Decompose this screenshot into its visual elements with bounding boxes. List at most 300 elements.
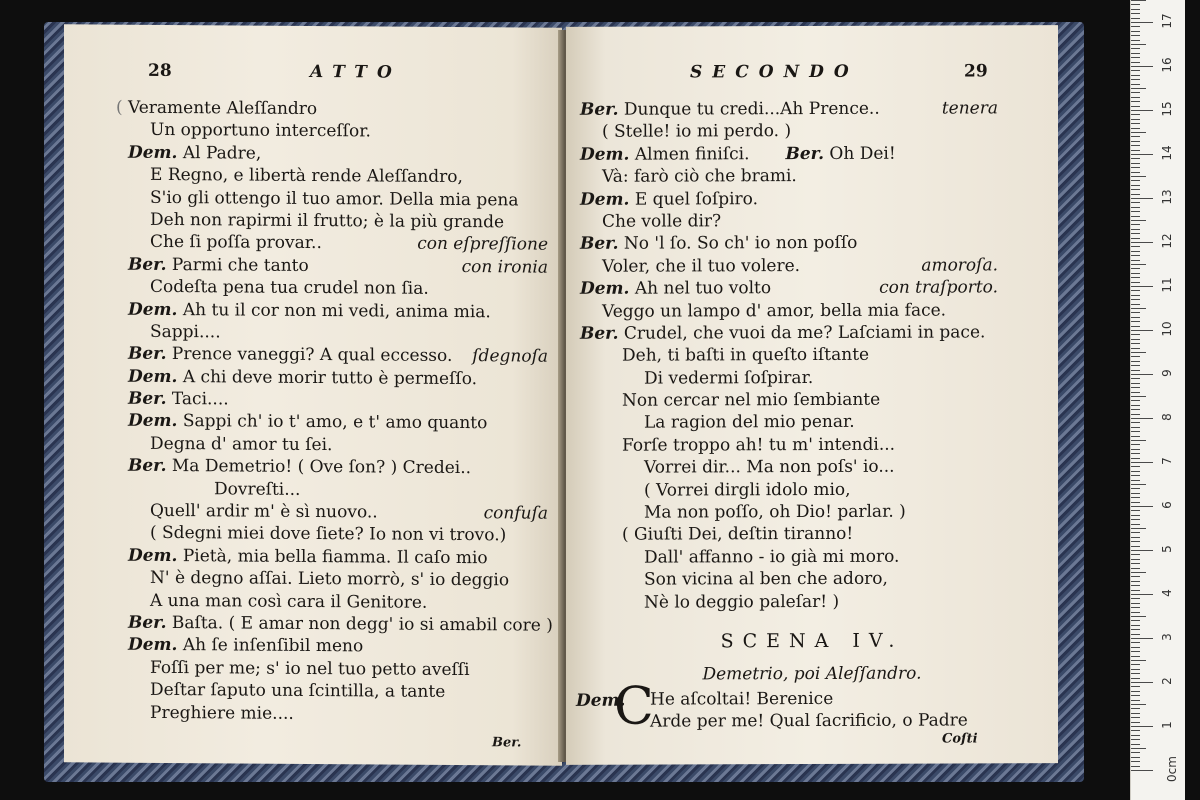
line-text: Sappi ch' io t' amo, e t' amo quanto xyxy=(177,411,488,434)
final-lines xyxy=(650,687,968,732)
line-text: Dovreſti... xyxy=(214,478,301,500)
ruler-tick xyxy=(1131,101,1140,102)
ruler-tick xyxy=(1131,506,1153,507)
ruler-tick xyxy=(1131,202,1140,203)
speaker-name: Ber. xyxy=(580,323,619,344)
ruler-tick xyxy=(1131,603,1140,604)
ruler-tick xyxy=(1131,110,1153,111)
ruler-tick xyxy=(1131,31,1140,32)
ruler-tick xyxy=(1131,70,1140,71)
ruler-tick xyxy=(1131,405,1140,406)
line-text: Taci.... xyxy=(166,389,229,410)
ruler-tick xyxy=(1131,717,1140,718)
ruler-tick xyxy=(1131,163,1140,164)
line-text: ( Sdegni miei dove ſiete? Io non vi trovo.) xyxy=(150,523,507,546)
ruler-tick xyxy=(1131,739,1140,740)
ruler-number: 5 xyxy=(1160,545,1174,553)
ruler-tick xyxy=(1131,123,1140,124)
ruler-tick xyxy=(1131,466,1140,467)
text-line xyxy=(566,209,1058,233)
line-text: Ma Demetrio! ( Ove ſon? ) Credei.. xyxy=(166,456,472,479)
text-line xyxy=(566,343,1058,367)
ruler-tick xyxy=(1131,612,1140,613)
speaker-name: Dem. xyxy=(128,545,178,566)
ruler-tick xyxy=(1131,361,1140,362)
scene-persons: Demetrio, poi Aleſſandro. xyxy=(702,663,922,685)
ruler-tick xyxy=(1131,242,1153,243)
ruler-tick xyxy=(1131,268,1140,269)
stage-direction: tenera xyxy=(941,98,998,119)
ruler-tick xyxy=(1131,519,1140,520)
ruler-tick xyxy=(1131,524,1140,525)
line-text: Ah ſe inſenſibil meno xyxy=(177,635,364,657)
speaker-name: Ber. xyxy=(128,344,167,365)
stage-direction: ſdegnoſa xyxy=(472,346,548,367)
ruler-tick xyxy=(1131,581,1140,582)
speaker-name: Ber. xyxy=(580,234,619,255)
right-page-text xyxy=(566,97,1058,614)
ruler-tick xyxy=(1131,598,1140,599)
text-line xyxy=(566,590,1058,614)
text-line xyxy=(566,299,1058,323)
speaker-name: Dem. xyxy=(580,278,630,299)
stage-direction: con ironia xyxy=(461,256,548,278)
line-text: Ah nel tuo volto xyxy=(629,278,772,299)
ruler-number: 6 xyxy=(1160,501,1174,509)
left-page-text xyxy=(64,96,562,726)
ruler-tick xyxy=(1131,695,1140,696)
line-text: Sappi.... xyxy=(150,321,221,343)
left-page-header xyxy=(64,60,562,93)
ruler-tick xyxy=(1131,431,1140,432)
line-text: Oh Dei! xyxy=(824,143,896,164)
line-text: S'io gli ottengo il tuo amor. Della mia pena xyxy=(150,187,519,210)
ruler-number: 13 xyxy=(1160,189,1174,205)
ruler-tick xyxy=(1131,471,1140,472)
ruler-tick xyxy=(1131,189,1140,190)
ruler-number: 10 xyxy=(1160,321,1174,337)
ruler-tick xyxy=(1131,722,1140,723)
text-line xyxy=(566,500,1058,524)
ruler-tick xyxy=(1131,53,1140,54)
line-lead: ( xyxy=(116,97,123,118)
line-text: Dunque tu credi...Ah Prence.. xyxy=(618,98,880,120)
ruler-tick xyxy=(1131,48,1140,49)
ruler-number: 8 xyxy=(1160,413,1174,421)
ruler-tick xyxy=(1131,449,1140,450)
ruler-tick xyxy=(1131,541,1140,542)
line-text: Baſta. ( E amar non degg' io si amabil core ) xyxy=(166,612,553,636)
text-line xyxy=(566,545,1058,569)
text-line xyxy=(566,254,1058,278)
ruler-tick xyxy=(1131,726,1153,727)
ruler-tick xyxy=(1131,620,1140,621)
left-catchword: Ber. xyxy=(492,735,522,751)
ruler-tick xyxy=(1131,378,1140,379)
ruler-tick xyxy=(1131,493,1140,494)
ruler-tick xyxy=(1131,392,1140,393)
right-catchword: Coſti xyxy=(942,731,978,747)
ruler-unit-label: 0cm xyxy=(1165,756,1179,782)
ruler-number: 17 xyxy=(1160,13,1174,29)
ruler-tick xyxy=(1131,330,1153,331)
ruler-tick xyxy=(1131,343,1140,344)
ruler-tick xyxy=(1131,35,1140,36)
ruler-tick xyxy=(1131,537,1140,538)
text-line xyxy=(566,523,1058,547)
ruler-tick xyxy=(1131,629,1140,630)
line-text: Degna d' amor tu ſei. xyxy=(150,433,333,455)
line-text: Voler, che il tuo volere. xyxy=(602,255,801,277)
speaker-name: Ber. xyxy=(128,254,167,275)
ruler-tick xyxy=(1131,396,1146,397)
text-line xyxy=(566,231,1058,255)
speaker-name: Dem. xyxy=(580,189,630,210)
line-text: Son vicina al ben che adoro, xyxy=(644,568,888,590)
line-text: E quel ſoſpiro. xyxy=(629,188,759,210)
ruler-tick xyxy=(1131,264,1146,265)
ruler-tick xyxy=(1131,141,1140,142)
speaker-name: Dem. xyxy=(580,144,630,165)
ruler-tick xyxy=(1131,365,1140,366)
ruler-tick xyxy=(1131,488,1140,489)
ruler-tick xyxy=(1131,590,1140,591)
ruler-tick xyxy=(1131,295,1140,296)
ruler-tick xyxy=(1131,766,1140,767)
line-text: Che ſi poſſa provar.. xyxy=(150,232,322,254)
ruler-tick xyxy=(1131,704,1146,705)
ruler-tick xyxy=(1131,563,1140,564)
line-text: La ragion del mio penar. xyxy=(644,412,855,434)
ruler-tick xyxy=(1131,172,1140,173)
ruler-tick xyxy=(1131,233,1140,234)
ruler-tick xyxy=(1131,735,1140,736)
ruler-tick xyxy=(1131,114,1140,115)
ruler-tick xyxy=(1131,273,1140,274)
line-text: Ma non poſſo, oh Dio! parlar. ) xyxy=(644,501,906,523)
ruler-tick xyxy=(1131,334,1140,335)
scene-heading xyxy=(566,629,1058,653)
ruler-tick xyxy=(1131,568,1140,569)
line-text: Nè lo deggio paleſar! ) xyxy=(644,591,840,613)
ruler-tick xyxy=(1131,484,1146,485)
ruler-tick xyxy=(1131,26,1140,27)
ruler-tick xyxy=(1131,88,1146,89)
ruler-tick xyxy=(1131,352,1146,353)
ruler-tick xyxy=(1131,409,1140,410)
ruler-tick xyxy=(1131,356,1140,357)
speaker-name: Dem. xyxy=(128,142,178,163)
line-text: Quell' ardir m' è sì nuovo.. xyxy=(150,500,378,523)
ruler-tick xyxy=(1131,66,1153,67)
line-text: Forſe troppo ah! tu m' intendi... xyxy=(622,434,896,456)
ruler-tick xyxy=(1131,669,1140,670)
line-text: Dall' affanno - io già mi moro. xyxy=(644,546,900,568)
text-line xyxy=(566,411,1058,435)
line-text: N' è degno aſſai. Lieto morrò, s' io deggio xyxy=(150,568,510,591)
stage-direction: confuſa xyxy=(483,503,548,524)
stage-direction: con traſporto. xyxy=(879,277,998,298)
ruler-tick xyxy=(1131,502,1140,503)
final-line: Arde per me! Qual ſacrificio, o Padre xyxy=(650,710,968,732)
ruler-tick xyxy=(1131,128,1140,129)
text-line xyxy=(566,276,1058,300)
text-line xyxy=(566,97,1058,121)
ruler-tick xyxy=(1131,686,1140,687)
right-running-head: SECONDO xyxy=(690,61,859,83)
ruler-tick xyxy=(1131,730,1140,731)
line-text: ( Vorrei dirgli idolo mio, xyxy=(644,479,851,501)
ruler-tick xyxy=(1131,246,1140,247)
measurement-ruler xyxy=(1130,0,1185,800)
ruler-tick xyxy=(1131,744,1140,745)
speaker-name: Dem. xyxy=(128,411,178,432)
ruler-tick xyxy=(1131,198,1153,199)
line-text: Deſtar ſaputo una ſcintilla, a tante xyxy=(150,680,446,703)
ruler-tick xyxy=(1131,440,1146,441)
ruler-tick xyxy=(1131,458,1140,459)
right-page xyxy=(566,25,1058,765)
ruler-tick xyxy=(1131,625,1140,626)
ruler-tick xyxy=(1131,299,1140,300)
speaker-name: Ber. xyxy=(785,143,824,164)
left-running-head: ATTO xyxy=(310,61,402,83)
line-text: Crudel, che vuoi da me? Laſciami in pace. xyxy=(618,322,986,344)
final-speaker: Dem. xyxy=(576,690,626,711)
ruler-tick xyxy=(1131,277,1140,278)
right-page-number: 29 xyxy=(964,61,988,82)
speaker-name: Ber. xyxy=(128,455,167,477)
line-text: Al Padre, xyxy=(177,142,262,164)
ruler-tick xyxy=(1131,708,1140,709)
ruler-tick xyxy=(1131,559,1140,560)
ruler-tick xyxy=(1131,211,1140,212)
text-line xyxy=(566,455,1058,479)
ruler-tick xyxy=(1131,616,1146,617)
ruler-tick xyxy=(1131,387,1140,388)
ruler-tick xyxy=(1131,554,1140,555)
ruler-tick xyxy=(1131,647,1140,648)
ruler-tick xyxy=(1131,92,1140,93)
ruler-tick xyxy=(1131,634,1140,635)
ruler-number: 4 xyxy=(1160,589,1174,597)
ruler-tick xyxy=(1131,400,1140,401)
ruler-tick xyxy=(1131,546,1140,547)
ruler-number: 12 xyxy=(1160,233,1174,249)
text-line xyxy=(566,321,1058,345)
ruler-tick xyxy=(1131,475,1140,476)
stage-direction: con eſpreſſione xyxy=(417,234,548,255)
line-text: Deh, ti baſti in queſto iſtante xyxy=(622,345,870,366)
ruler-tick xyxy=(1131,418,1153,419)
text-line xyxy=(566,478,1058,502)
line-text: Deh non rapirmi il frutto; è la più grande xyxy=(150,209,505,233)
ruler-tick xyxy=(1131,660,1146,661)
ruler-number: 15 xyxy=(1160,101,1174,117)
ruler-tick xyxy=(1131,158,1140,159)
text-line xyxy=(566,366,1058,390)
line-text: Parmi che tanto xyxy=(166,254,309,276)
ruler-tick xyxy=(1131,757,1140,758)
line-text: Non cercar nel mio ſembiante xyxy=(622,389,881,411)
ruler-tick xyxy=(1131,286,1153,287)
ruler-tick xyxy=(1131,260,1140,261)
ruler-tick xyxy=(1131,185,1140,186)
line-text: ( Giuſti Dei, deſtin tiranno! xyxy=(622,524,854,546)
ruler-tick xyxy=(1131,216,1140,217)
line-text: Veggo un lampo d' amor, bella mia face. xyxy=(602,300,947,322)
line-text: A una man così cara il Genitore. xyxy=(150,590,428,613)
line-text: Di vedermi ſoſpirar. xyxy=(644,367,814,389)
ruler-tick xyxy=(1131,528,1146,529)
ruler-tick xyxy=(1131,132,1146,133)
final-speech xyxy=(566,676,1058,749)
ruler-number: 9 xyxy=(1160,369,1174,377)
ruler-tick xyxy=(1131,326,1140,327)
ruler-tick xyxy=(1131,312,1140,313)
speaker-name: Dem. xyxy=(128,635,178,656)
speaker-name: Ber. xyxy=(580,99,619,120)
ruler-tick xyxy=(1131,752,1140,753)
ruler-tick xyxy=(1131,4,1140,5)
ruler-tick xyxy=(1131,682,1153,683)
ruler-tick xyxy=(1131,761,1140,762)
ruler-number: 11 xyxy=(1160,277,1174,293)
ruler-tick xyxy=(1131,348,1140,349)
line-text: Almen finiſci. xyxy=(629,143,750,165)
ruler-tick xyxy=(1131,304,1140,305)
speaker-name: Dem. xyxy=(128,299,178,320)
ruler-tick xyxy=(1131,673,1140,674)
right-page-header xyxy=(566,61,1058,93)
ruler-tick xyxy=(1131,136,1140,137)
ruler-number: 16 xyxy=(1160,57,1174,73)
ruler-tick xyxy=(1131,79,1140,80)
ruler-tick xyxy=(1131,119,1140,120)
line-text: Vorrei dir... Ma non poſs' io... xyxy=(644,456,895,478)
drop-cap: C xyxy=(614,676,654,737)
ruler-tick xyxy=(1131,414,1140,415)
text-line xyxy=(566,567,1058,591)
ruler-tick xyxy=(1131,224,1140,225)
line-text: Preghiere mie.... xyxy=(150,702,294,724)
ruler-tick xyxy=(1131,642,1140,643)
ruler-tick xyxy=(1131,374,1153,375)
ruler-tick xyxy=(1131,532,1140,533)
ruler-tick xyxy=(1131,510,1140,511)
ruler-tick xyxy=(1131,585,1140,586)
ruler-tick xyxy=(1131,75,1140,76)
ruler-tick xyxy=(1131,145,1140,146)
ruler-tick xyxy=(1131,321,1140,322)
ruler-tick xyxy=(1131,770,1153,771)
ruler-tick xyxy=(1131,607,1140,608)
ruler-tick xyxy=(1131,9,1140,10)
text-line xyxy=(566,388,1058,412)
ruler-tick xyxy=(1131,638,1153,639)
ruler-number: 7 xyxy=(1160,457,1174,465)
line-text: Un opportuno interceſſor. xyxy=(150,120,371,142)
ruler-tick xyxy=(1131,40,1140,41)
ruler-tick xyxy=(1131,462,1153,463)
ruler-tick xyxy=(1131,383,1140,384)
ruler-tick xyxy=(1131,700,1140,701)
ruler-tick xyxy=(1131,370,1140,371)
ruler-tick xyxy=(1131,57,1140,58)
text-line xyxy=(566,433,1058,457)
ruler-tick xyxy=(1131,436,1140,437)
ruler-tick xyxy=(1131,572,1146,573)
ruler-tick xyxy=(1131,427,1140,428)
ruler-tick xyxy=(1131,678,1140,679)
ruler-tick xyxy=(1131,576,1140,577)
line-text: Prence vaneggi? A qual eccesso. xyxy=(166,344,453,367)
text-line xyxy=(566,164,1058,188)
ruler-tick xyxy=(1131,251,1140,252)
ruler-tick xyxy=(1131,317,1140,318)
ruler-tick xyxy=(1131,154,1153,155)
ruler-tick xyxy=(1131,656,1140,657)
ruler-tick xyxy=(1131,339,1140,340)
stage-direction: amoroſa. xyxy=(921,255,998,276)
line-text: A chi deve morir tutto è permeſſo. xyxy=(177,366,478,389)
speaker-name: Ber. xyxy=(128,612,167,633)
text-line xyxy=(566,120,1058,144)
ruler-number: 3 xyxy=(1160,633,1174,641)
ruler-tick xyxy=(1131,106,1140,107)
ruler-tick xyxy=(1131,444,1140,445)
ruler-number: 14 xyxy=(1160,145,1174,161)
ruler-tick xyxy=(1131,229,1140,230)
ruler-tick xyxy=(1131,497,1140,498)
ruler-tick xyxy=(1131,308,1146,309)
ruler-tick xyxy=(1131,176,1146,177)
ruler-tick xyxy=(1131,255,1140,256)
ruler-tick xyxy=(1131,44,1146,45)
ruler-tick xyxy=(1131,290,1140,291)
ruler-tick xyxy=(1131,62,1140,63)
line-text: Và: farò ciò che brami. xyxy=(602,166,797,187)
final-line: He aſcoltai! Berenice xyxy=(650,688,834,710)
text-line xyxy=(64,701,562,727)
ruler-tick xyxy=(1131,691,1140,692)
ruler-tick xyxy=(1131,194,1140,195)
left-page xyxy=(64,24,562,765)
ruler-tick xyxy=(1131,664,1140,665)
ruler-tick xyxy=(1131,207,1140,208)
line-text: Ah tu il cor non mi vedi, anima mia. xyxy=(177,299,491,322)
ruler-tick xyxy=(1131,453,1140,454)
ruler-tick xyxy=(1131,18,1140,19)
line-text: E Regno, e libertà rende Aleſſandro, xyxy=(150,165,463,188)
ruler-tick xyxy=(1131,713,1140,714)
line-text: Foſſi per me; s' io nel tuo petto aveſſi xyxy=(150,657,470,680)
line-text: Codeſta pena tua crudel non ſia. xyxy=(150,276,429,299)
ruler-tick xyxy=(1131,150,1140,151)
ruler-tick xyxy=(1131,220,1146,221)
ruler-tick xyxy=(1131,167,1140,168)
scene-title: SCENA IV. xyxy=(720,629,904,653)
ruler-tick xyxy=(1131,651,1140,652)
speaker-name: Ber. xyxy=(128,388,167,410)
line-text: No 'l ſo. So ch' io non poſſo xyxy=(618,233,858,255)
ruler-tick xyxy=(1131,22,1153,23)
speaker-name: Dem. xyxy=(128,366,178,387)
ruler-number: 2 xyxy=(1160,677,1174,685)
ruler-tick xyxy=(1131,480,1140,481)
ruler-tick xyxy=(1131,84,1140,85)
ruler-tick xyxy=(1131,748,1146,749)
